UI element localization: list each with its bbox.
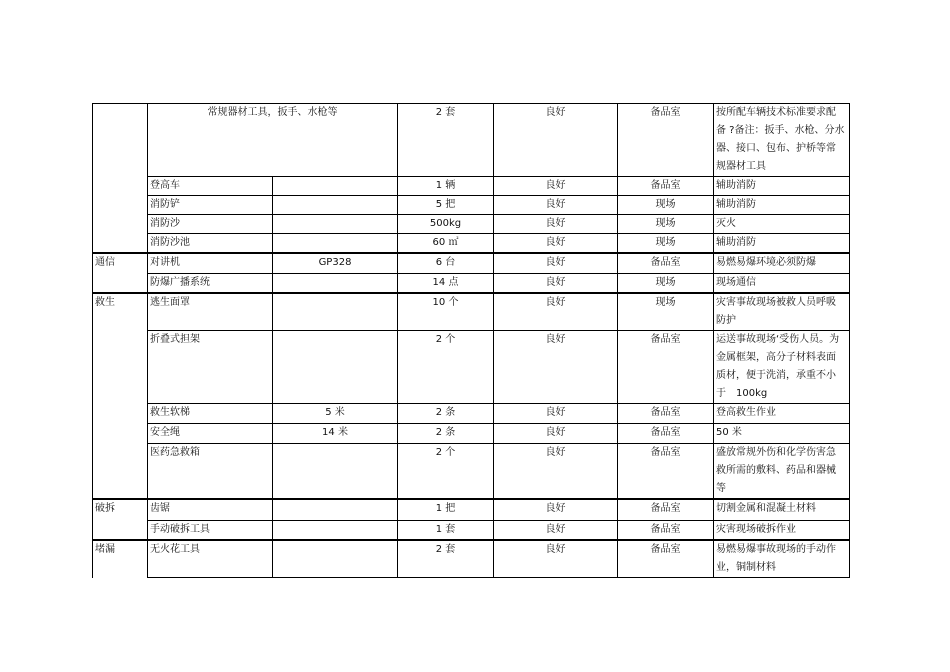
quantity-cell: 2 条 <box>398 424 494 444</box>
note-cell: 易燃易爆环境必须防爆 <box>714 253 850 273</box>
item-name-cell: 安全绳 <box>148 424 273 444</box>
quantity-cell: 60 ㎡ <box>398 234 494 254</box>
location-cell: 备品室 <box>618 104 714 177</box>
location-cell: 备品室 <box>618 424 714 444</box>
table-row <box>93 273 850 293</box>
item-name-cell: 常规器材工具，扳手、水枪等 <box>148 104 398 177</box>
table-row <box>93 196 850 215</box>
status-cell: 良好 <box>494 331 618 404</box>
table-row <box>93 499 850 520</box>
note-cell: 50 米 <box>714 424 850 444</box>
quantity-cell: 2 套 <box>398 104 494 177</box>
category-cell <box>93 104 148 254</box>
location-cell: 备品室 <box>618 520 714 540</box>
status-cell: 良好 <box>494 196 618 215</box>
note-cell: 易燃易爆事故现场的手动作业，铜制材料 <box>714 540 850 578</box>
table-row <box>93 253 850 273</box>
status-cell: 良好 <box>494 293 618 331</box>
spec-cell <box>273 331 398 404</box>
spec-cell <box>273 499 398 520</box>
location-cell: 备品室 <box>618 177 714 196</box>
spec-cell: GP328 <box>273 253 398 273</box>
table-row <box>93 444 850 500</box>
note-cell: 按所配车辆技术标准要求配备 ?备注：扳手、水枪、分水器、接口、包布、护桥等常规器材工具 <box>714 104 850 177</box>
item-name-cell: 折叠式担架 <box>148 331 273 404</box>
quantity-cell: 2 个 <box>398 331 494 404</box>
equipment-table <box>92 103 850 578</box>
status-cell: 良好 <box>494 444 618 500</box>
quantity-cell: 2 条 <box>398 404 494 424</box>
note-cell: 辅助消防 <box>714 196 850 215</box>
table-row <box>93 540 850 578</box>
note-cell: 运送事故现场‘受伤人员。为金属框架，高分子材料表面质材，便于洗消，承重不小于 100kg <box>714 331 850 404</box>
spec-cell <box>273 215 398 234</box>
note-cell: 辅助消防 <box>714 234 850 254</box>
quantity-cell: 1 把 <box>398 499 494 520</box>
status-cell: 良好 <box>494 520 618 540</box>
location-cell: 备品室 <box>618 499 714 520</box>
location-cell: 现场 <box>618 273 714 293</box>
item-name-cell: 齿锯 <box>148 499 273 520</box>
location-cell: 备品室 <box>618 331 714 404</box>
note-cell: 登高救生作业 <box>714 404 850 424</box>
quantity-cell: 6 台 <box>398 253 494 273</box>
quantity-cell: 5 把 <box>398 196 494 215</box>
status-cell: 良好 <box>494 253 618 273</box>
spec-cell <box>273 273 398 293</box>
table-row <box>93 177 850 196</box>
item-name-cell: 逃生面罩 <box>148 293 273 331</box>
location-cell: 现场 <box>618 234 714 254</box>
quantity-cell: 1 套 <box>398 520 494 540</box>
quantity-cell: 2 个 <box>398 444 494 500</box>
quantity-cell: 14 点 <box>398 273 494 293</box>
category-cell: 救生 <box>93 293 148 499</box>
note-cell: 现场通信 <box>714 273 850 293</box>
item-name-cell: 消防铲 <box>148 196 273 215</box>
item-name-cell: 登高车 <box>148 177 273 196</box>
item-name-cell: 防爆广播系统 <box>148 273 273 293</box>
note-cell: 灾害事故现场被救人员呼吸防护 <box>714 293 850 331</box>
spec-cell: 5 米 <box>273 404 398 424</box>
status-cell: 良好 <box>494 104 618 177</box>
spec-cell <box>273 177 398 196</box>
quantity-cell: 10 个 <box>398 293 494 331</box>
note-cell: 切割金属和混凝土材料 <box>714 499 850 520</box>
quantity-cell: 1 辆 <box>398 177 494 196</box>
item-name-cell: 医药急救箱 <box>148 444 273 500</box>
table-row <box>93 520 850 540</box>
table-row <box>93 293 850 331</box>
equipment-table-container <box>92 103 850 578</box>
note-cell: 灭火 <box>714 215 850 234</box>
quantity-cell: 500kg <box>398 215 494 234</box>
status-cell: 良好 <box>494 499 618 520</box>
spec-cell <box>273 540 398 578</box>
status-cell: 良好 <box>494 540 618 578</box>
status-cell: 良好 <box>494 273 618 293</box>
status-cell: 良好 <box>494 215 618 234</box>
location-cell: 备品室 <box>618 540 714 578</box>
spec-cell <box>273 520 398 540</box>
spec-cell: 14 米 <box>273 424 398 444</box>
item-name-cell: 救生软梯 <box>148 404 273 424</box>
item-name-cell: 手动破拆工具 <box>148 520 273 540</box>
location-cell: 备品室 <box>618 404 714 424</box>
item-name-cell: 消防沙池 <box>148 234 273 254</box>
spec-cell <box>273 196 398 215</box>
quantity-cell: 2 套 <box>398 540 494 578</box>
location-cell: 备品室 <box>618 253 714 273</box>
location-cell: 现场 <box>618 196 714 215</box>
status-cell: 良好 <box>494 177 618 196</box>
spec-cell <box>273 293 398 331</box>
table-row <box>93 104 850 177</box>
table-row <box>93 424 850 444</box>
table-row <box>93 404 850 424</box>
note-cell: 辅助消防 <box>714 177 850 196</box>
status-cell: 良好 <box>494 424 618 444</box>
status-cell: 良好 <box>494 404 618 424</box>
item-name-cell: 消防沙 <box>148 215 273 234</box>
category-cell: 通信 <box>93 253 148 293</box>
spec-cell <box>273 444 398 500</box>
note-cell: 盛放常规外伤和化学伤害急救所需的敷料、药品和器械等 <box>714 444 850 500</box>
location-cell: 备品室 <box>618 444 714 500</box>
item-name-cell: 对讲机 <box>148 253 273 273</box>
note-cell: 灾害现场破拆作业 <box>714 520 850 540</box>
spec-cell <box>273 234 398 254</box>
table-row <box>93 331 850 404</box>
status-cell: 良好 <box>494 234 618 254</box>
item-name-cell: 无火花工具 <box>148 540 273 578</box>
location-cell: 现场 <box>618 215 714 234</box>
location-cell: 现场 <box>618 293 714 331</box>
table-row <box>93 215 850 234</box>
category-cell: 破拆 <box>93 499 148 540</box>
table-row <box>93 234 850 254</box>
category-cell: 堵漏 <box>93 540 148 578</box>
